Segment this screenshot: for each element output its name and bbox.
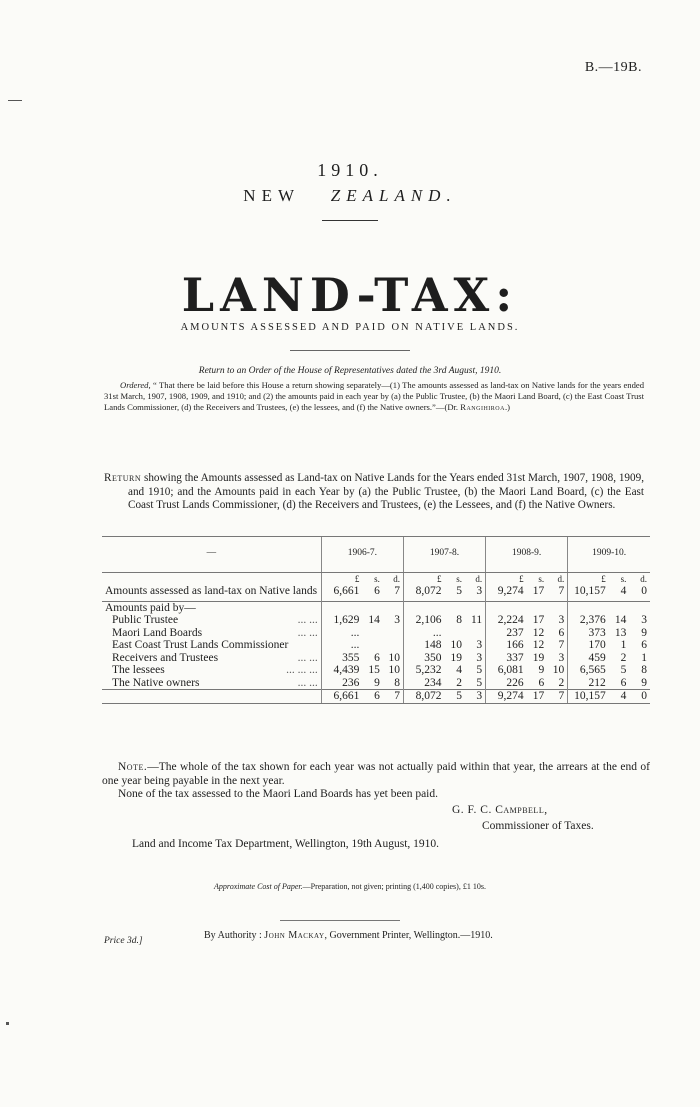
cell-pounds: 237 — [486, 627, 527, 640]
cell-shillings: 8 — [456, 614, 463, 626]
table-row — [102, 664, 650, 677]
cell-pence: 7 — [383, 690, 404, 704]
cell-pence: 10 — [388, 664, 400, 676]
cell-shillings: 10 — [450, 639, 463, 651]
cell-pounds: 9,274 — [486, 585, 527, 601]
cell-shillings: 19 — [450, 651, 463, 664]
cell-pounds: 2,224 — [486, 614, 527, 627]
cell-shillings: 5 — [456, 585, 463, 597]
cell-shillings: 6 — [538, 676, 545, 689]
unit-pence: d. — [393, 573, 400, 584]
units-row — [102, 572, 650, 585]
totals-row — [102, 690, 650, 704]
cell-pounds: ... — [321, 627, 362, 640]
cell-pence: 3 — [641, 614, 647, 626]
cell-pence: 1 — [641, 651, 647, 664]
header-year: 1909-10. — [568, 537, 650, 573]
leader-dots: ... ... — [297, 626, 318, 639]
cell-pounds: 148 — [403, 639, 444, 652]
cell-pence: 3 — [394, 614, 400, 626]
unit-shilling: s. — [456, 573, 463, 584]
cell-pounds: 226 — [486, 677, 527, 690]
cell-pence: 9 — [641, 676, 647, 689]
cell-pence: 5 — [476, 664, 483, 676]
cell-shillings: 14 — [368, 614, 380, 626]
cell-pence — [383, 627, 404, 640]
row-label — [102, 677, 321, 690]
unit-pence: d. — [557, 573, 565, 584]
row-label-text: Receivers and Trustees — [112, 651, 219, 664]
leader-dots: ... ... — [297, 614, 318, 626]
cell-shillings: 12 — [532, 639, 545, 651]
row-label-text: The lessees — [112, 664, 165, 676]
cell-pence: 7 — [394, 585, 400, 597]
cell-pence: 8 — [641, 664, 647, 676]
cell-shillings — [362, 627, 383, 640]
cell-pence: 6 — [641, 639, 647, 651]
signature-title: Commissioner of Taxes. — [482, 820, 594, 832]
price-label: Price 3d.] — [104, 936, 143, 946]
assessed-label: Amounts assessed as land-tax on Native lands — [105, 585, 318, 597]
note-paragraph — [102, 760, 650, 788]
return-word: Return — [104, 472, 142, 484]
leader-dots: ... ... — [297, 676, 318, 689]
row-label — [102, 614, 321, 627]
table-row — [102, 652, 650, 665]
ordered-end: .) — [504, 402, 510, 412]
printer-name: John Mackay — [264, 930, 325, 941]
unit-pound: £ — [568, 572, 609, 585]
cell-shillings: 13 — [614, 626, 627, 639]
authority-suffix: , Government Printer, Wellington.—1910. — [324, 930, 493, 941]
cell-pence: 3 — [465, 690, 486, 704]
cell-pence: 7 — [547, 690, 568, 704]
cell-pence: 6 — [558, 626, 565, 639]
cell-pounds: 10,157 — [568, 690, 609, 704]
cell-pounds: 459 — [568, 652, 609, 665]
header-dash: — — [102, 537, 321, 573]
cell-pence: 3 — [558, 651, 565, 664]
cell-pounds: 170 — [568, 639, 609, 652]
country-heading — [0, 186, 700, 206]
cell-shillings: 6 — [374, 651, 380, 664]
table-row — [102, 585, 650, 601]
cell-pence: 10 — [388, 651, 400, 664]
row-label — [102, 664, 321, 677]
scan-mark — [8, 100, 22, 101]
table-row — [102, 639, 650, 652]
cell-pence: 10 — [552, 664, 565, 676]
cell-pounds: 6,661 — [321, 585, 362, 601]
cell-pounds: 1,629 — [321, 614, 362, 627]
header-year: 1908-9. — [486, 537, 568, 573]
cost-text: —Preparation, not given; printing (1,400 copies), £1 10s. — [302, 882, 486, 891]
return-text: showing the Amounts assessed as Land-tax on Native Lands for the Years ended 31st March, 1907, 1908, 1909, and 1910; and the Amounts paid in each Year by (a) the Public Trustee, (b) the Maori Land Board, (c) the East Coast Trust Lands Commissioner, (d) the Receivers and Trustees, (e) the Lessees, and (f) the Native Owners. — [128, 472, 644, 511]
cell-shillings: 2 — [620, 651, 627, 664]
country-word-zealand: ZEALAND. — [330, 186, 457, 205]
cell-pence: 3 — [476, 585, 483, 597]
table-header-row — [102, 537, 650, 573]
cell-pounds: 2,106 — [403, 614, 444, 627]
table-row — [102, 614, 650, 627]
cell-pounds: 350 — [403, 652, 444, 665]
table-row — [102, 677, 650, 690]
cell-pence: 8 — [394, 676, 400, 689]
cell-shillings — [362, 639, 383, 652]
cell-shillings: 2 — [456, 676, 463, 689]
cell-pounds: 6,081 — [486, 664, 527, 677]
cell-pounds: 212 — [568, 677, 609, 690]
scan-mark — [6, 1022, 9, 1025]
cell-pounds: 9,274 — [486, 690, 527, 704]
cell-pence — [383, 639, 404, 652]
cell-pounds: 8,072 — [403, 690, 444, 704]
unit-shilling: s. — [620, 573, 627, 584]
row-label-text: The Native owners — [112, 676, 200, 689]
cell-pounds: 6,661 — [321, 690, 362, 704]
cell-shillings: 19 — [532, 651, 545, 664]
signature-name: G. F. C. Campbell, — [452, 804, 548, 816]
row-label — [102, 652, 321, 665]
cell-shillings: 17 — [527, 690, 548, 704]
cell-shillings — [445, 627, 466, 640]
cell-pounds: 6,565 — [568, 664, 609, 677]
leader-dots: ... ... — [297, 651, 318, 664]
unit-shilling: s. — [538, 573, 545, 584]
cell-pounds: ... — [403, 627, 444, 640]
order-paragraph — [104, 380, 644, 413]
return-paragraph — [104, 472, 644, 513]
row-label-text: Maori Land Boards — [112, 626, 203, 639]
cell-pence: 3 — [476, 651, 483, 664]
row-label — [102, 627, 321, 640]
row-label — [102, 639, 321, 652]
paid-by-label: Amounts paid by— — [105, 601, 196, 614]
cost-label: Approximate Cost of Paper. — [214, 882, 303, 891]
cell-shillings: 5 — [445, 690, 466, 704]
order-heading: Return to an Order of the House of Representatives dated the 3rd August, 1910. — [198, 366, 502, 376]
cell-pounds: 234 — [403, 677, 444, 690]
unit-pound: £ — [486, 572, 527, 585]
unit-pound: £ — [321, 572, 362, 585]
cell-shillings: 12 — [532, 626, 545, 639]
cell-pounds: 2,376 — [568, 614, 609, 627]
ordered-text: “ That there be laid before this House a return showing separately—(1) The amounts assessed as land-tax on Native lands for the years ended 31st March, 1907, 1908, 1909, and 1910; and (2) the amounts paid in each year by (a) the Public Trustee, (b) the Maori Land Board, (c) the East Coast Trust Lands Commissioner, (d) the Receivers and Trustees, (e) the lessees, and (f) the Native owners.”—(Dr. — [104, 380, 644, 412]
ordered-label: Ordered, — [120, 380, 151, 390]
document-year: 1910. — [317, 160, 383, 180]
cell-pounds: ... — [321, 639, 362, 652]
printer-line — [204, 930, 493, 941]
cell-pence: 11 — [471, 614, 483, 626]
cell-pounds: 236 — [321, 677, 362, 690]
cell-shillings: 15 — [368, 664, 380, 676]
unit-pence: d. — [640, 573, 647, 584]
header-year: 1907-8. — [403, 537, 485, 573]
cell-shillings: 17 — [532, 585, 545, 597]
divider-rule — [280, 920, 400, 921]
cell-shillings: 1 — [620, 639, 627, 651]
page-title: LAND-TAX: — [181, 268, 519, 322]
cell-pounds: 4,439 — [321, 664, 362, 677]
land-tax-table — [102, 536, 650, 704]
document-reference: B.—19B. — [584, 60, 642, 75]
cell-shillings: 4 — [609, 690, 630, 704]
cell-pounds: 166 — [486, 639, 527, 652]
cell-pence: 3 — [476, 639, 483, 651]
cost-line — [0, 882, 700, 891]
cell-shillings: 5 — [620, 664, 627, 676]
cell-pence: 2 — [558, 676, 565, 689]
cell-pence: 0 — [629, 690, 650, 704]
cell-shillings: 17 — [532, 614, 545, 626]
row-label-text: Public Trustee — [112, 614, 179, 626]
table-row — [102, 627, 650, 640]
note-text: —The whole of the tax shown for each year was not actually paid within that year, the arrears at the end of one year being payable in the next year. — [102, 761, 650, 787]
cell-pence: 3 — [558, 614, 565, 626]
cell-pence: 0 — [641, 585, 647, 597]
cell-shillings: 6 — [374, 585, 380, 597]
cell-pounds: 337 — [486, 652, 527, 665]
ordered-name: Rangihiroa — [460, 402, 505, 412]
page-subtitle: AMOUNTS ASSESSED AND PAID ON NATIVE LANDS. — [180, 322, 520, 333]
cell-pence: 5 — [476, 676, 483, 689]
cell-shillings: 9 — [538, 664, 545, 676]
cell-pence: 7 — [558, 639, 565, 651]
leader-dots: ... ... ... — [286, 664, 318, 676]
cell-pounds: 5,232 — [403, 664, 444, 677]
divider-rule — [322, 220, 378, 221]
unit-pound: £ — [403, 572, 444, 585]
unit-pence: d. — [475, 573, 483, 584]
note-maori-boards: None of the tax assessed to the Maori Land Boards has yet been paid. — [118, 788, 438, 800]
cell-shillings: 4 — [456, 664, 463, 676]
row-label-text: East Coast Trust Lands Commissioner — [112, 639, 289, 651]
country-word-new: NEW — [243, 186, 301, 205]
cell-pence: 9 — [641, 626, 647, 639]
cell-shillings: 14 — [614, 614, 627, 626]
header-year: 1906-7. — [321, 537, 403, 573]
cell-pence — [465, 627, 486, 640]
note-label: Note. — [118, 761, 148, 773]
cell-pence: 7 — [558, 585, 565, 597]
authority-prefix: By Authority : — [204, 930, 265, 941]
cell-shillings: 6 — [620, 676, 627, 689]
cell-pounds: 355 — [321, 652, 362, 665]
divider-rule — [290, 350, 410, 351]
cell-shillings: 6 — [362, 690, 383, 704]
cell-pounds: 8,072 — [403, 585, 444, 601]
department-line: Land and Income Tax Department, Wellington, 19th August, 1910. — [132, 838, 440, 850]
cell-shillings: 4 — [620, 585, 627, 597]
cell-shillings: 9 — [374, 676, 380, 689]
cell-pounds: 373 — [568, 627, 609, 640]
paid-by-row — [102, 601, 650, 614]
unit-shilling: s. — [374, 573, 380, 584]
cell-pounds: 10,157 — [568, 585, 609, 601]
